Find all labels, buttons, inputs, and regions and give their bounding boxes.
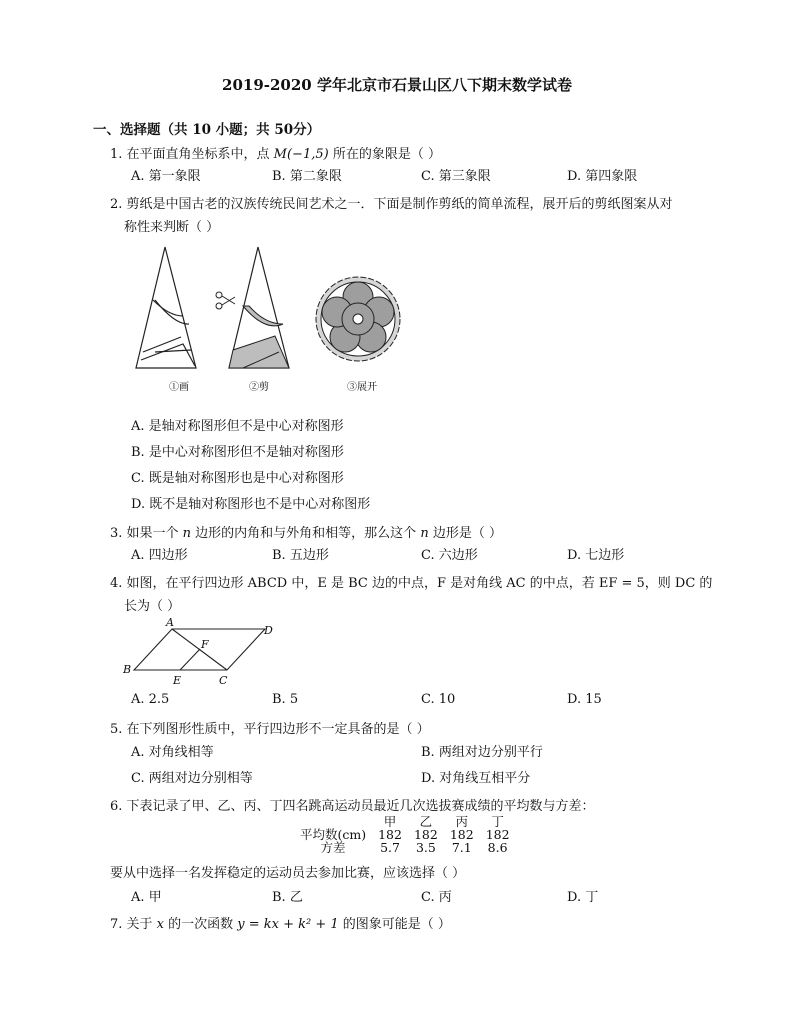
q3-option-a: A. 四边形 <box>131 548 188 563</box>
table-cell: 8.6 <box>487 840 508 855</box>
question-7-stem <box>110 913 451 932</box>
label-a: A <box>166 616 174 629</box>
table-cell: 7.1 <box>451 840 472 855</box>
q6-option-a: A. 甲 <box>131 890 162 905</box>
q2-option-d: D. 既不是轴对称图形也不是中心对称图形 <box>131 497 371 512</box>
caption-draw: ①画 <box>169 382 189 393</box>
q5-option-d: D. 对角线互相平分 <box>421 771 531 786</box>
cut-triangle <box>229 247 289 368</box>
question-6-followup: 要从中选择一名发挥稳定的运动员去参加比赛，应该选择（ ） <box>110 866 466 881</box>
label-f: F <box>201 638 209 651</box>
question-2-line2: 称性来判断（ ） <box>124 220 220 235</box>
q6-option-d: D. 丁 <box>567 890 599 905</box>
question-4-line1: 4. 如图，在平行四边形 ABCD 中，E 是 BC 边的中点，F 是对角线 AC 的中点，若 EF = 5，则 DC 的 <box>110 576 713 591</box>
q4-option-b: B. 5 <box>272 692 299 707</box>
q3-text-post: 边形是（ ） <box>428 526 502 541</box>
q1-option-c: C. 第三象限 <box>421 169 491 184</box>
table-cell: 平均数(cm) <box>300 827 367 842</box>
q3-option-d: D. 七边形 <box>567 548 625 563</box>
q1-option-a: A. 第一象限 <box>131 169 201 184</box>
q1-text-pre: 1. 在平面直角坐标系中，点 <box>110 147 274 162</box>
table-cell: 3.5 <box>415 840 436 855</box>
athlete-stats-table <box>294 815 516 854</box>
q3-math-2: n <box>420 526 429 541</box>
q3-option-b: B. 五边形 <box>272 548 329 563</box>
caption-cut: ②剪 <box>249 382 269 393</box>
q4-option-c: C. 10 <box>421 692 456 707</box>
q1-math: M(−1,5) <box>273 147 329 162</box>
table-cell: 方差 <box>320 840 346 855</box>
question-6-stem: 6. 下表记录了甲、乙、丙、丁四名跳高运动员最近几次选拔赛成绩的平均数与方差： <box>110 799 595 814</box>
table-cell: 182 <box>378 827 402 842</box>
table-cell: 182 <box>413 827 438 842</box>
question-1-stem <box>110 143 441 162</box>
q1-option-d: D. 第四象限 <box>567 169 638 184</box>
q3-text-pre: 3. 如果一个 <box>110 526 183 541</box>
q3-option-c: C. 六边形 <box>421 548 478 563</box>
q3-text-mid: 边形的内角和与外角和相等，那么这个 <box>191 526 421 541</box>
q7-math-1: x <box>156 917 165 932</box>
table-row <box>294 841 516 854</box>
table-header-cell: 乙 <box>419 814 433 829</box>
table-cell: 182 <box>485 827 510 842</box>
q5-option-a: A. 对角线相等 <box>131 745 214 760</box>
q7-text-mid: 的一次函数 <box>164 917 238 932</box>
page-title: 2019-2020 学年北京市石景山区八下期末数学试卷 <box>222 76 572 94</box>
q4-option-d: D. 15 <box>567 692 602 707</box>
q1-text-post: 所在的象限是（ ） <box>328 147 441 162</box>
question-2-line1: 2. 剪纸是中国古老的汉族传统民间艺术之一．下面是制作剪纸的简单流程，展开后的剪纸图案从对 <box>110 197 673 212</box>
q1-option-b: B. 第二象限 <box>272 169 342 184</box>
table-cell: 5.7 <box>380 840 400 855</box>
q2-option-c: C. 既是轴对称图形也是中心对称图形 <box>131 471 344 486</box>
label-e: E <box>173 674 182 687</box>
q6-option-b: B. 乙 <box>272 890 303 905</box>
parallelogram-figure <box>120 614 290 690</box>
q7-text-post: 的图象可能是（ ） <box>338 917 451 932</box>
segment-ef <box>180 649 200 670</box>
table-header-cell: 丁 <box>491 814 504 829</box>
q7-math-2: y = kx + k² + 1 <box>237 917 339 932</box>
unfolded-flower <box>316 277 400 361</box>
table-header-cell: 甲 <box>383 814 397 829</box>
q4-option-a: A. 2.5 <box>131 692 170 707</box>
question-3-stem <box>110 522 502 541</box>
q3-math-1: n <box>182 526 192 541</box>
table-header-cell: 丙 <box>455 814 469 829</box>
q2-option-a: A. 是轴对称图形但不是中心对称图形 <box>131 419 344 434</box>
q2-option-b: B. 是中心对称图形但不是轴对称图形 <box>131 445 344 460</box>
drawn-triangle <box>136 247 196 368</box>
label-d: D <box>264 624 273 637</box>
label-c: C <box>219 674 228 687</box>
paper-cutting-figure <box>125 240 425 396</box>
caption-unfold: ③展开 <box>347 382 377 393</box>
q5-option-c: C. 两组对边分别相等 <box>131 771 253 786</box>
question-4-line2: 长为（ ） <box>124 599 181 614</box>
table-cell: 182 <box>449 827 474 842</box>
scissors-icon <box>216 292 235 309</box>
label-b: B <box>123 663 132 676</box>
question-5-stem: 5. 在下列图形性质中，平行四边形不一定具备的是（ ） <box>110 722 430 737</box>
q7-text-pre: 7. 关于 <box>110 917 157 932</box>
q6-option-c: C. 丙 <box>421 890 452 905</box>
section-heading: 一、选择题（共 10 小题；共 50分） <box>93 122 321 138</box>
q5-option-b: B. 两组对边分别平行 <box>421 745 543 760</box>
